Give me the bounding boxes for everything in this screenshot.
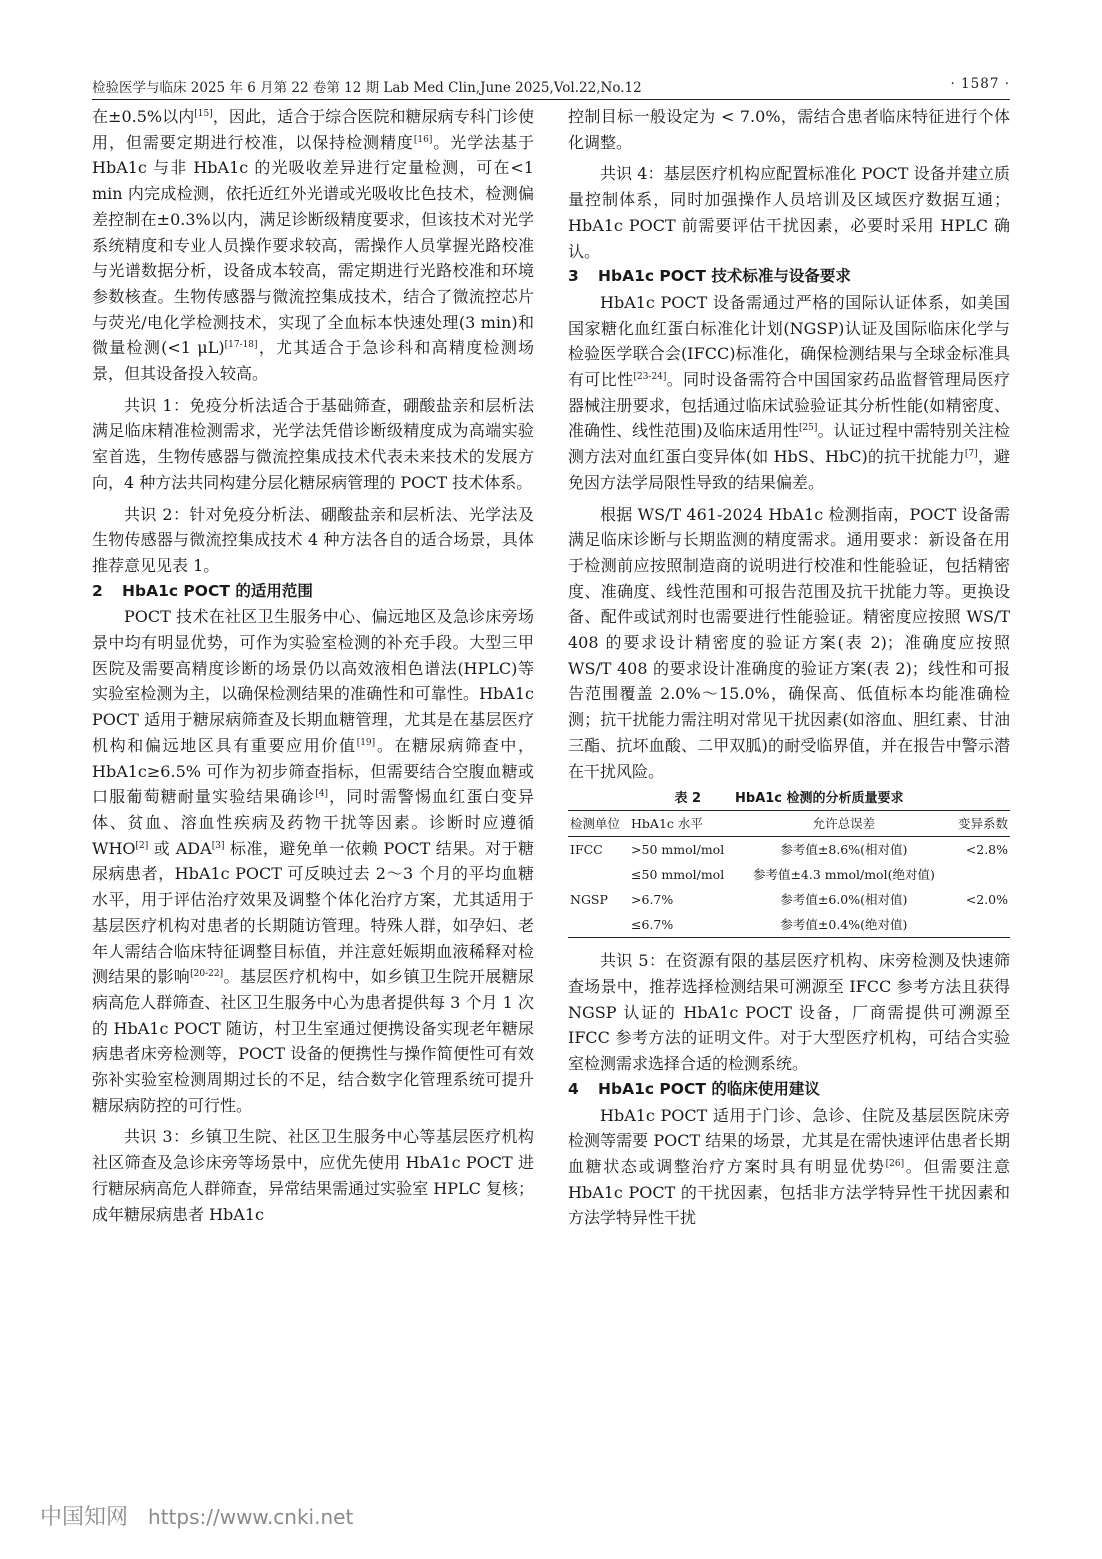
table-cell: NGSP	[570, 892, 608, 908]
paragraph: 控制目标一般设定为 < 7.0%，需结合患者临床特征进行个体化调整。	[568, 107, 1010, 152]
table-cell: IFCC	[570, 842, 603, 858]
table-cell: >6.7%	[631, 892, 674, 908]
table-cell: >50 mmol/mol	[631, 842, 725, 858]
col-header: HbA1c 水平	[631, 816, 703, 832]
citation[interactable]: [2]	[135, 840, 149, 851]
citation[interactable]: [25]	[798, 423, 818, 434]
citation[interactable]: [4]	[315, 789, 328, 800]
watermark-brand: 中国知网	[40, 1505, 129, 1530]
running-header	[92, 76, 1010, 96]
citation[interactable]: [20-22]	[190, 969, 224, 980]
citation[interactable]: [3]	[211, 840, 225, 851]
citation[interactable]: [17-18]	[224, 340, 258, 351]
table-row	[568, 862, 1010, 887]
paragraph: POCT 技术在社区卫生服务中心、偏远地区及急诊床旁场景中均有明显优势，可作为实验室检测的补充手段。大型三甲医院及需要高精度诊断的场景仍以高效液相色谱法(HPLC)等实验室检测为主，以确保检测结果的准确性和可靠性。HbA1c POCT 适用于糖尿病筛查及长期血糖管理，尤其是在基层医疗机构和偏远地区具有重要应用价值[19]。在糖尿病筛查中，HbA1c≥6.5% 可作为初步筛查指标，但需要结合空腹血糖或口服葡萄糖耐量实验结果确诊[4]，同时需警惕血红蛋白变异体、贫血、溶血性疾病及药物干扰等因素。诊断时应遵循 WHO[2] 或 ADA[3] 标准，避免单一依赖 POCT 结果。对于糖尿病患者，HbA1c POCT 可反映过去 2～3 个月的平均血糖水平，用于评估治疗效果及调整个体化治疗方案，尤其适用于基层医疗机构对患者的长期随访管理。特殊人群，如孕妇、老年人需结合临床特征调整目标值，并注意妊娠期血液稀释对检测结果的影响[20-22]。基层医疗机构中，如乡镇卫生院开展糖尿病高危人群筛查、社区卫生服务中心为患者提供每 3 个月 1 次的 HbA1c POCT 随访，村卫生室通过便携设备实现老年糖尿病患者床旁检测等，POCT 设备的便携性与操作简便性可有效弥补实验室检测周期过长的不足，结合数字化管理系统可提升糖尿病防控的可行性。	[92, 607, 534, 1115]
citation[interactable]: [23-24]	[633, 372, 667, 383]
table-cell: 参考值±0.4%(绝对值)	[780, 917, 908, 933]
paragraph: 根据 WS/T 461-2024 HbA1c 检测指南，POCT 设备需满足临床诊断与长期监测的精度需求。通用要求：新设备在用于检测前应按照制造商的说明进行校准和性能验证，包括精密度、准确度、线性范围和可报告范围及抗干扰能力等。更换设备、配件或试剂时也需要进行性能验证。精密度应按照 WS/T 408 的要求设计精密度的验证方案(表 2)；准确度应按照 WS/T 408 的要求设计准确度的验证方案(表 2)；线性和可报告范围覆盖 2.0%～15.0%，确保高、低值标本均能准确检测；抗干扰能力需注明对常见干扰因素(如溶血、胆红素、甘油三酯、抗坏血酸、二甲双胍)的耐受临界值，并在报告中警示潜在干扰风险。	[568, 504, 1010, 781]
table-caption: 表 2 HbA1c 检测的分析质量要求	[674, 791, 904, 807]
table-cell: 参考值±4.3 mmol/mol(绝对值)	[752, 867, 935, 883]
col-header: 变异系数	[957, 816, 1008, 832]
citation[interactable]: [15]	[194, 109, 213, 120]
table-row	[568, 837, 1010, 863]
table-cell	[568, 862, 629, 887]
section-heading-3: 3 HbA1c POCT 技术标准与设备要求	[568, 267, 851, 286]
table-2	[568, 788, 1010, 938]
section-heading-4: 4 HbA1c POCT 的临床使用建议	[568, 1079, 820, 1098]
consensus-1: 共识 1：免疫分析法适合于基础筛查，硼酸盐亲和层析法满足临床精准检测需求，光学法凭借诊断级精度成为高端实验室首选，生物传感器与微流控集成技术代表未来技术的发展方向，4 种方法共同构建分层化糖尿病管理的 POCT 技术体系。	[92, 395, 534, 492]
right-column	[568, 104, 1010, 1231]
consensus-2: 共识 2：针对免疫分析法、硼酸盐亲和层析法、光学法及生物传感器与微流控集成技术 4 种方法各自的适合场景，具体推荐意见见表 1。	[92, 504, 534, 575]
paragraph: 在±0.5%以内[15]，因此，适合于综合医院和糖尿病专科门诊使用，但需要定期进行校准，以保持检测精度[16]。光学法基于 HbA1c 与非 HbA1c 的光吸收差异进行定量检测，可在<1 min 内完成检测，依托近红外光谱或光吸收比色技术，检测偏差控制在±0.3%以内，满足诊断级精度要求，但该技术对光学系统精度和专业人员操作要求较高，需操作人员掌握光路校准与光谱数据分析，设备成本较高，需定期进行光路校准和环境参数核查。生物传感器与微流控集成技术，结合了微流控芯片与荧光/电化学检测技术，实现了全血标本快速处理(3 min)和微量检测(<1 μL)[17-18]，尤其适合于急诊科和高精度检测场景，但其设备投入较高。	[92, 107, 534, 384]
citation[interactable]: [26]	[885, 1159, 905, 1170]
cnki-watermark	[40, 1500, 353, 1531]
table-cell	[568, 912, 629, 938]
table-cell	[949, 862, 1010, 887]
table-cell: <2.0%	[965, 892, 1008, 908]
watermark-url[interactable]: https://www.cnki.net	[148, 1505, 354, 1529]
citation[interactable]: [7]	[964, 449, 978, 460]
table-row	[568, 887, 1010, 912]
left-column	[92, 104, 534, 1227]
citation[interactable]: [19]	[356, 738, 376, 749]
table-header-row	[568, 811, 1010, 837]
table-cell: ≤6.7%	[631, 917, 674, 933]
table-cell: ≤50 mmol/mol	[631, 867, 725, 883]
consensus-3: 共识 3：乡镇卫生院、社区卫生服务中心等基层医疗机构社区筛查及急诊床旁等场景中，应优先使用 HbA1c POCT 进行糖尿病高危人群筛查，异常结果需通过实验室 HPLC 复核；成年糖尿病患者 HbA1c	[92, 1127, 534, 1224]
consensus-4: 共识 4：基层医疗机构应配置标准化 POCT 设备并建立质量控制体系，同时加强操作人员培训及区域医疗数据互通；HbA1c POCT 前需要评估干扰因素，必要时采用 HPLC 确认。	[568, 164, 1010, 261]
col-header: 检测单位	[570, 816, 621, 832]
journal-citation: 检验医学与临床 2025 年 6 月第 22 卷第 12 期 Lab Med Clin,June 2025,Vol.22,No.12	[92, 80, 642, 96]
table-cell: <2.8%	[965, 842, 1008, 858]
paragraph: HbA1c POCT 适用于门诊、急诊、住院及基层医院床旁检测等需要 POCT 结果的场景，尤其是在需快速评估患者长期血糖状态或调整治疗方案时具有明显优势[26]。但需要注意 HbA1c POCT 的干扰因素，包括非方法学特异性干扰因素和方法学特异性干扰	[568, 1105, 1010, 1228]
table-cell	[949, 912, 1010, 938]
section-heading-2: 2 HbA1c POCT 的适用范围	[92, 581, 313, 600]
header-rule	[92, 99, 1010, 100]
citation[interactable]: [16]	[413, 134, 433, 145]
table-row	[568, 912, 1010, 938]
paragraph: HbA1c POCT 设备需通过严格的国际认证体系，如美国国家糖化血红蛋白标准化计划(NGSP)认证及国际临床化学与检验医学联合会(IFCC)标准化，确保检测结果与全球金标准具有可比性[23-24]。同时设备需符合中国国家药品监督管理局医疗器械注册要求，包括通过临床试验验证其分析性能(如精密度、准确性、线性范围)及临床适用性[25]。认证过程中需特别关注检测方法对血红蛋白变异体(如 HbS、HbC)的抗干扰能力[7]，避免因方法学局限性导致的结果偏差。	[568, 292, 1010, 492]
table-cell: 参考值±8.6%(相对值)	[780, 842, 908, 858]
consensus-5: 共识 5：在资源有限的基层医疗机构、床旁检测及快速筛查场景中，推荐选择检测结果可溯源至 IFCC 参考方法且获得 NGSP 认证的 HbA1c POCT 设备，厂商需提供可溯源至 IFCC 参考方法的证明文件。对于大型医疗机构，可结合实验室检测需求选择合适的检测系统。	[568, 951, 1010, 1074]
quality-requirements-table	[568, 810, 1010, 938]
table-cell: 参考值±6.0%(相对值)	[780, 892, 908, 908]
page-number: · 1587 ·	[950, 76, 1010, 92]
col-header: 允许总误差	[812, 816, 876, 832]
